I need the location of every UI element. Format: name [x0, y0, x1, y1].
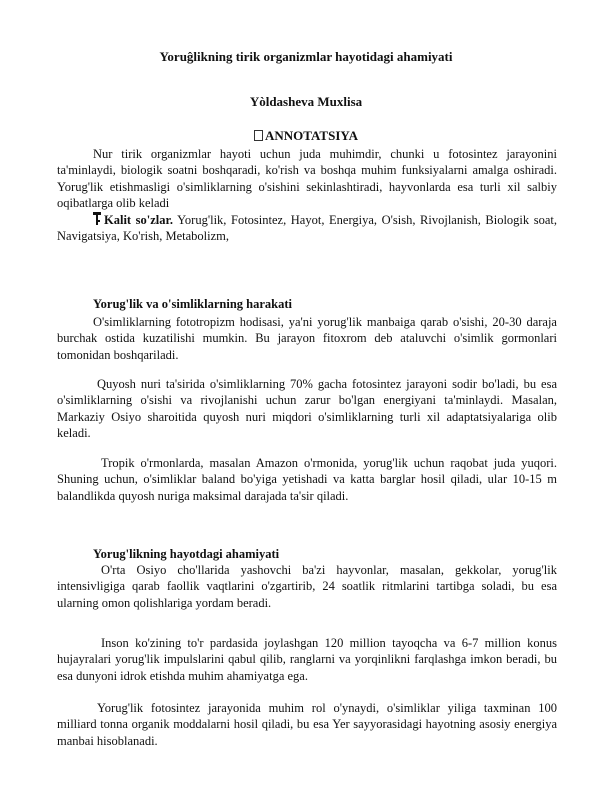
section2-paragraph-1-text: O'rta Osiyo cho'llarida yashovchi ba'zi hayvonlar, masalan, gekkolar, yorug'lik intensivligiga qarab faollik vaqtlarini o'zgartirib, 24 soatlik ritmlarini tartibga soladi, bu esa ularning omon qolishlariga yordam beradi.: [57, 563, 557, 610]
keywords-paragraph: [57, 212, 557, 245]
section2-paragraph-2-text: Inson ko'zining to'r pardasida joylashgan 120 million tayoqcha va 6-7 million konus hujayralari yorug'lik impulslarini qabul qilib, ranglarni va yorqinlikni farqlashga imkon beradi, bu esa dunyoni idrok etishda muhim ahamiyatga ega.: [57, 636, 557, 683]
annotation-heading-text: ANNOTATSIYA: [265, 128, 358, 143]
section2-paragraph-3: [57, 700, 557, 749]
section1-paragraph-2-text: Quyosh nuri ta'sirida o'simliklarning 70% gacha fotosintez jarayoni sodir bo'ladi, bu esa o'simliklarning o'sishi va rivojlanishi uchun zarur bo'lgan energiyani ta'minlaydi. Masalan, Markaziy Osiyo sharoitida quyosh nuri miqdori o'simliklarning turli xil adaptatsiyalariga olib keladi.: [57, 377, 557, 441]
keywords-label: Kalit so'zlar.: [104, 212, 174, 227]
section2-paragraph-2: [57, 635, 557, 684]
author-name: Yòldasheva Muxlisa: [249, 94, 363, 109]
annotation-block: [57, 146, 557, 244]
section-heading-plants: Yorug'lik va o'simliklarning harakati: [93, 297, 292, 311]
section1-paragraph-1-text: O'simliklarning fototropizm hodisasi, ya'ni yorug'lik manbaiga qarab o'sishi, 20-30 daraja burchak ostida kuzatilishi mumkin. Bu jarayon fitoxrom deb ataluvchi o'simlik gormonlari tomonidan boshqariladi.: [57, 315, 557, 362]
section1-paragraph-1: [57, 314, 557, 363]
section-heading-life: Yorug'likning hayotdagi ahamiyati: [93, 547, 280, 561]
section1-paragraph-3-text: Tropik o'rmonlarda, masalan Amazon o'rmonida, yorug'lik uchun raqobat juda yuqori. Shuning uchun, o'simliklar baland bo'yiga yetishadi va katta barglar hosil qiladi, ular 10-15 m balandlikda quyosh nuriga maksimal darajada ta'sir qiladi.: [57, 456, 557, 503]
keywords-list: Yorug'lik, Fotosintez, Hayot, Energiya, O'sish, Rivojlanish, Biologik soat, Navigatsiya, Ko'rish, Metabolizm,: [57, 212, 557, 244]
document-title: Yoruĝlikning tirik organizmlar hayotidagi ahamiyati: [159, 49, 453, 64]
annotation-heading: [0, 128, 612, 144]
missing-glyph-icon: [254, 130, 263, 141]
section2-paragraph-1: [57, 562, 557, 611]
section1-paragraph-2: [57, 376, 557, 442]
section2-paragraph-3-text: Yorug'lik fotosintez jarayonida muhim rol o'ynaydi, o'simliklar yiliga taxminan 100 milliard tonna organik moddalarni hosil qiladi, bu esa Yer sayyorasidagi hayotning asosiy energiya manbai hisoblanadi.: [57, 701, 557, 748]
annotation-paragraph: Nur tirik organizmlar hayoti uchun juda muhimdir, chunki u fotosintez jarayonini ta'minlaydi, biologik soatni boshqaradi, ko'rish va boshqa muhim funksiyalarni amalga oshiradi. Yorug'lik etishmasligi o'simliklarning o'sishini sekinlashtiradi, hayvonlarda esa turli xil salbiy oqibatlarga olib keladi: [57, 147, 557, 211]
section1-paragraph-3: [57, 455, 557, 504]
key-icon: [93, 212, 101, 226]
